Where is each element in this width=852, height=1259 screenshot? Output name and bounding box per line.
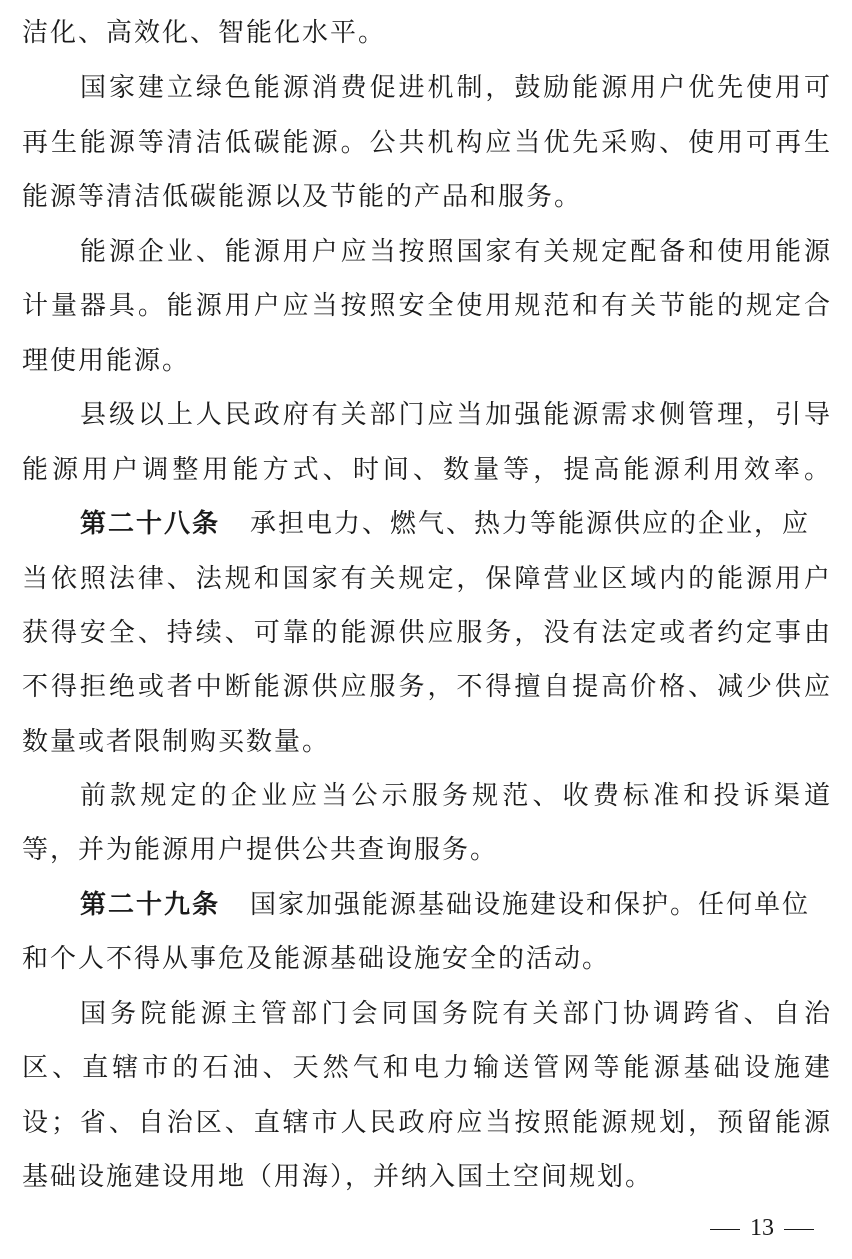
- text-line: 等，并为能源用户提供公共查询服务。: [22, 835, 499, 865]
- text-line: 当依照法律、法规和国家有关规定，保障营业区域内的能源用户: [22, 564, 832, 594]
- article-number: 第二十八条: [80, 509, 221, 539]
- text-line: 再生能源等清洁低碳能源。公共机构应当优先采购、使用可再生: [22, 128, 832, 158]
- page-number: [700, 1208, 824, 1248]
- text-line: 承担电力、燃气、热力等能源供应的企业，应: [250, 509, 811, 539]
- article-29-first-line: [80, 878, 832, 932]
- text-line: 前款规定的企业应当公示服务规范、收费标准和投诉渠道: [80, 781, 832, 811]
- article-number: 第二十九条: [80, 890, 221, 920]
- text-line: 计量器具。能源用户应当按照安全使用规范和有关节能的规定合: [22, 291, 832, 321]
- article-28-first-line: [80, 497, 832, 551]
- text-line: 区、直辖市的石油、天然气和电力输送管网等能源基础设施建: [22, 1053, 832, 1083]
- text-line: 县级以上人民政府有关部门应当加强能源需求侧管理，引导: [80, 400, 832, 430]
- text-line: 国务院能源主管部门会同国务院有关部门协调跨省、自治: [80, 999, 832, 1029]
- text-line: 国家建立绿色能源消费促进机制，鼓励能源用户优先使用可: [80, 73, 832, 103]
- text-line: 数量或者限制购买数量。: [22, 727, 331, 757]
- text-line: 洁化、高效化、智能化水平。: [22, 18, 387, 48]
- text-line: 不得拒绝或者中断能源供应服务，不得擅自提高价格、减少供应: [22, 672, 832, 702]
- text-line: 获得安全、持续、可靠的能源供应服务，没有法定或者约定事由: [22, 618, 832, 648]
- text-line: 和个人不得从事危及能源基础设施安全的活动。: [22, 944, 611, 974]
- dash-right: [784, 1229, 814, 1230]
- text-line: 理使用能源。: [22, 346, 191, 376]
- text-line: 基础设施建设用地（用海），并纳入国土空间规划。: [22, 1162, 654, 1192]
- text-line: 能源企业、能源用户应当按照国家有关规定配备和使用能源: [80, 237, 832, 267]
- page-number-value: 13: [750, 1215, 774, 1241]
- text-line: 能源等清洁低碳能源以及节能的产品和服务。: [22, 182, 583, 212]
- text-line: 能源用户调整用能方式、时间、数量等，提高能源利用效率。: [22, 455, 832, 485]
- text-line: 设；省、自治区、直辖市人民政府应当按照能源规划，预留能源: [22, 1108, 832, 1138]
- dash-left: [710, 1229, 740, 1230]
- text-line: 国家加强能源基础设施建设和保护。任何单位: [250, 890, 811, 920]
